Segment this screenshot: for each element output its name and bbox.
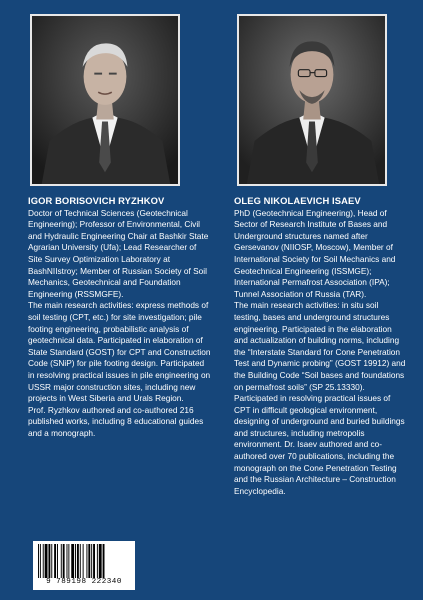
bio-paragraph: The main research activities: express methods of soil testing (CPT, etc.) for site investigation; pile footing engineering, probabilistic analysis of geotechnical data. Participated in elaboration of State Standard (GOST) for CPT and Construction Code (SNiP) for pile footing design. Participated in resolving practical issues in pile engineering on USSR major construction sites, including new projects in West Siberia and Urals Region. <box>28 300 211 404</box>
barcode-bar <box>63 544 65 578</box>
barcode-bar <box>97 544 98 578</box>
author-bio <box>28 208 211 440</box>
barcode-bar <box>51 544 52 578</box>
isbn-barcode <box>33 541 135 590</box>
barcode-bar <box>38 544 39 578</box>
barcode-bar <box>40 544 41 578</box>
barcode-bar <box>68 544 69 578</box>
barcode-bar <box>93 544 95 578</box>
barcode-bar <box>83 544 84 578</box>
author-photo-isaev <box>237 14 387 186</box>
bio-paragraph: PhD (Geotechnical Engineering), Head of Sector of Research Institute of Bases and Underground structures named after Gersevanov (NIIOSP, Moscow), Member of International Society for Soil Mechanics and Geotechnical Engineering (ISSMGE); International Permafrost Association (IPA); Tunnel Association of Russia (TAR). <box>234 207 396 299</box>
barcode-bar <box>71 544 74 578</box>
barcode-bars <box>37 544 131 578</box>
barcode-digits: 9 789198 222340 <box>46 578 122 586</box>
author-name: OLEG NIKOLAEVICH ISAEV <box>234 195 361 206</box>
bio-paragraph: Prof. Ryzhkov authored and co-authored 216 published works, including 8 educational guides and a monograph. <box>28 404 204 438</box>
barcode-bar <box>88 544 90 578</box>
author-bio <box>234 208 406 498</box>
author-column-ryzhkov <box>28 195 211 439</box>
barcode-bar <box>103 544 105 578</box>
barcode-bar <box>54 544 56 578</box>
barcode-bar <box>67 544 68 578</box>
barcode-bar <box>77 544 79 578</box>
author-name: IGOR BORISOVICH RYZHKOV <box>28 195 165 206</box>
barcode-bar <box>86 544 87 578</box>
bio-paragraph: Doctor of Technical Sciences (Geotechnical Engineering); Professor of Environmental, Civil and Hydraulic Engineering Chair at Bashkir State Agrarian University (Ufa); Lead Researcher of Site Survey Optimization Laboratory at BashNIIstroy; Member of Russian Society of Soil Mechanics, Geotechnical and Foundation Engineering (RSSMGFE). <box>28 207 209 299</box>
barcode-bar <box>75 544 76 578</box>
bio-paragraph: The main research activities: in situ soil testing, bases and underground structures engineering. Participated in the elaboration and actualization of building norms, including the “Interstate Standard for Cone Penetration Test and Dynamic probing” (GOST 19912) and the Building Code “Soil bases and foundations on permafrost soils” (SP 25.13330). Participated in resolving practical issues of CPT in difficult geological environment, designing of underground and buried buildings and structures, including metropolis environment. Dr. Isaev authored and co-authored over 70 publications, including the monograph on the Cone Penetration Testing and the Russian Architecture – Construction Encyclopedia. <box>234 300 406 496</box>
barcode-bar <box>91 544 92 578</box>
barcode-bar <box>61 544 62 578</box>
author-photo-ryzhkov <box>30 14 180 186</box>
barcode-bar <box>43 544 44 578</box>
barcode-bar <box>48 544 50 578</box>
barcode-bar <box>57 544 58 578</box>
barcode-bar <box>80 544 81 578</box>
barcode-bar <box>99 544 102 578</box>
author-column-isaev <box>234 195 406 497</box>
barcode-bar <box>45 544 48 578</box>
